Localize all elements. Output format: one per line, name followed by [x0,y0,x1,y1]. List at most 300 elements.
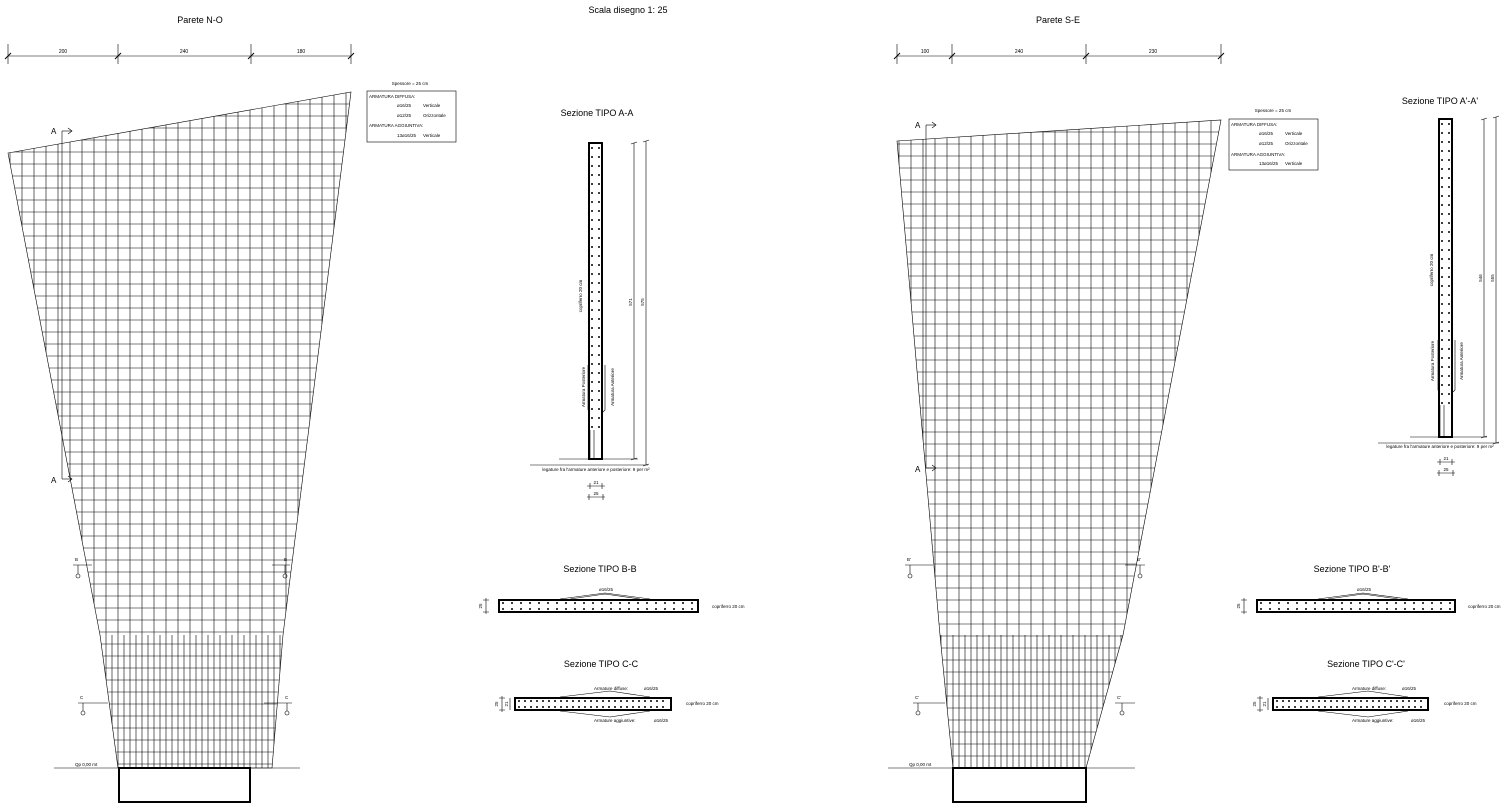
right-section-c-cover: copriferro 20 cm [1444,701,1477,706]
right-section-c-bar-dot [1354,706,1356,708]
left-section-c-bar-dot [596,700,598,702]
left-section-b-bar-dot [691,608,693,610]
left-legend-row2-dir: Orizzontale [423,113,446,118]
left-section-b-mark-right: B [284,557,288,562]
left-section-c-bar-dot [608,700,610,702]
right-section-a-bar-dot [1441,294,1443,296]
left-section-b-bar-dot [556,602,558,604]
left-section-b-bar-dot [556,608,558,610]
left-section-a-bar-dot [591,192,593,194]
left-section-a-bar-dot [598,291,600,293]
right-section-a-bar-dot [1448,312,1450,314]
right-section-a-bar-dot [1441,366,1443,368]
right-section-a-bar-dot [1448,303,1450,305]
right-section-c-title: Sezione TIPO C'-C' [1327,659,1405,669]
right-section-b-bar-dot [1260,608,1262,610]
right-section-b-bar-dot [1350,608,1352,610]
left-section-c-bar-dot [548,706,550,708]
left-section-a-bar-dot [591,219,593,221]
right-section-b-bar-dot [1278,608,1280,610]
right-section-c-bar-dot [1276,700,1278,702]
left-section-b-title: Sezione TIPO B-B [563,564,637,574]
right-section-c-bar-dot [1378,706,1380,708]
right-section-c-bar-dot [1414,700,1416,702]
left-section-c-bar-dot [614,706,616,708]
right-section-c-agg-label: Armature aggiuntive: [1352,718,1394,723]
left-foundation [119,768,250,802]
right-section-a-bar-dot [1448,321,1450,323]
left-section-b-bar-dot [664,608,666,610]
left-rebar-grid [0,92,370,800]
right-section-b-bar-dot [1404,602,1406,604]
right-section-a-bar-dot [1441,348,1443,350]
right-section-a-bar-dot [1441,249,1443,251]
left-section-c-bar-dot [566,706,568,708]
left-section-a-bar-dot [598,336,600,338]
right-section-c-bar-dot [1312,706,1314,708]
left-section-b-bar-dot [538,602,540,604]
right-section-b-bar-dot [1341,608,1343,610]
left-section-b-bar-dot [529,602,531,604]
left-section-c-diffuse-label: Armature diffuse: [594,686,629,691]
left-section-b-bar-dot [646,608,648,610]
left-section-b-bar-dot [538,608,540,610]
right-section-b-bar-dot [1440,602,1442,604]
left-section-c-mark-left: C [80,695,84,700]
right-section-a-bar-dot [1448,123,1450,125]
left-section-a-title: Sezione TIPO A-A [560,108,634,118]
left-section-c-bar-dot [548,700,550,702]
right-section-c-bar-dot [1378,700,1380,702]
right-section-c-bar-dot [1276,706,1278,708]
left-section-b-bar-dot [565,608,567,610]
left-section-b-bar-dot [583,602,585,604]
left-section-a-bar-dot [598,183,600,185]
left-section-a-bar-dot [591,336,593,338]
left-section-b-bar-dot [646,602,648,604]
right-section-a-bar-dot [1448,195,1450,197]
right-section-a-bar-dot [1448,384,1450,386]
right-section-a-bar-dot [1441,276,1443,278]
right-section-c-bar-dot [1330,706,1332,708]
left-section-c-bar-dot [572,700,574,702]
left-section-a-bar-dot [598,426,600,428]
left-wall-elevation [0,92,370,802]
right-section-a-bar-dot [1448,330,1450,332]
right-legend-row3-dir: Verticale [1285,161,1303,166]
right-section-a-bottom-mark: A [915,465,921,474]
left-section-c-bar-dot [626,706,628,708]
left-section-c-bar-dot [650,700,652,702]
left-legend-thickness: Spessore = 25 cm [391,81,429,86]
right-section-a-ties-note: legature fra l'armature anteriore e posteriore: 9 per m² [1386,444,1494,449]
right-section-c-bar-dot [1324,700,1326,702]
left-section-b-bar-dot [637,602,639,604]
right-section-a-w1: 21 [1443,456,1449,461]
left-section-c-bar-dot [584,706,586,708]
left-section-b-bar-dot [574,608,576,610]
right-section-a-bar-dot [1448,285,1450,287]
right-section-a-bar-dot [1448,159,1450,161]
right-rebar-grid [879,120,1240,800]
right-section-b-bar-dot [1332,602,1334,604]
left-section-a-bar-dot [598,273,600,275]
right-section-a-bar-dot [1441,258,1443,260]
left-section-c-diffuse-bar: ø16/25 [644,686,659,691]
right-section-c-bar-dot [1300,706,1302,708]
right-section-b [1236,564,1501,614]
left-section-a [530,108,650,500]
right-section-a-bar-dot [1441,168,1443,170]
left-section-c-agg-label: Armature aggiuntive: [594,718,636,723]
left-section-a-height-outer: 575 [640,298,645,306]
right-grid-lines [879,120,1240,800]
right-section-b-bar-dot [1314,608,1316,610]
left-dim-2: 240 [179,49,189,55]
left-section-a-bar-dot [591,273,593,275]
left-section-c-bar-dot [590,700,592,702]
left-section-b-bar-dot [628,608,630,610]
right-section-c-mark-right: C' [1117,695,1122,700]
left-section-a-bars [591,147,600,428]
left-section-a-bar-dot [598,327,600,329]
right-section-b-bar-dot [1422,602,1424,604]
right-section-a-bar-dot [1441,204,1443,206]
right-section-b-bar-dot [1296,602,1298,604]
left-ground-level: Qp 0,00 mt [75,762,98,767]
right-section-a-bar-dot [1441,357,1443,359]
left-section-a-bar-dot [591,282,593,284]
right-section-c-mark-left: C' [915,695,920,700]
right-section-a [1378,96,1499,476]
right-section-c-bar-dot [1348,700,1350,702]
left-section-a-w2: 25 [593,491,599,496]
left-legend-aggiuntiva-title: ARMATURA AGGIUNTIVA: [369,123,424,128]
right-section-a-bar-dot [1448,393,1450,395]
right-legend-thickness: Spessore = 25 cm [1254,108,1292,113]
left-section-b-bar-dot [529,608,531,610]
left-dimension-line [5,44,354,64]
left-section-c-t1: 25 [494,701,499,707]
right-section-a-bar-dot [1448,339,1450,341]
left-section-b-bar: ø16/25 [598,587,614,592]
left-section-a-bar-dot [598,156,600,158]
left-section-b-bar-dot [673,608,675,610]
left-section-a-bar-dot [591,183,593,185]
right-section-b-bar-dot [1287,602,1289,604]
left-section-b-bar-dot [628,602,630,604]
right-section-c-bar-dot [1354,700,1356,702]
left-section-a-bar-dot [598,264,600,266]
left-section-a-bar-dot [591,237,593,239]
left-section-c-bar-dot [584,700,586,702]
right-section-c-bar-dot [1306,706,1308,708]
right-section-b-bar-dot [1341,602,1343,604]
left-section-a-bar-dot [591,201,593,203]
left-section-a-bar-dot [591,255,593,257]
right-section-b-bar-dot [1278,602,1280,604]
left-section-b-bar-dot [574,602,576,604]
left-section-a-bar-dot [598,237,600,239]
left-section-c-bar-dot [554,706,556,708]
left-section-a-bar-dot [598,345,600,347]
right-section-c-bar-dot [1330,700,1332,702]
right-legend-row2-bar: ø12/25 [1259,141,1274,146]
left-section-c-agg-bar: ø16/25 [654,718,669,723]
left-section-a-bar-dot [598,228,600,230]
right-foundation [953,768,1086,802]
left-section-a-bar-dot [591,408,593,410]
right-section-c-bar-dot [1384,700,1386,702]
right-section-c-bars [1276,700,1422,708]
right-section-a-bar-dot [1448,267,1450,269]
right-section-c-bar-dot [1294,706,1296,708]
right-section-b-bar-dot [1449,602,1451,604]
left-section-a-bar-dot [591,417,593,419]
right-wall-title: Parete S-E [1035,15,1081,25]
right-section-c-bar-dot [1414,706,1416,708]
right-section-c-bar-dot [1366,706,1368,708]
right-section-b-bar-dot [1431,608,1433,610]
left-section-b-bar-dot [511,602,513,604]
right-section-c-bar-dot [1396,700,1398,702]
right-section-b-bar-dot [1431,602,1433,604]
right-reinforcement-legend [1229,108,1318,170]
right-ground-level: Qp 0,00 mt [909,762,932,767]
right-section-b-bar-dot [1368,608,1370,610]
right-section-c-bar-dot [1360,706,1362,708]
right-legend-diffusa-title: ARMATURA DIFFUSA: [1231,122,1278,127]
right-section-c-bar-dot [1318,706,1320,708]
left-section-a-bar-dot [598,300,600,302]
left-section-c-bar-dot [614,700,616,702]
left-section-b-bar-dot [520,602,522,604]
left-section-a-bar-dot [598,309,600,311]
right-section-a-height-outer: 555 [1490,274,1495,282]
left-section-a-bar-dot [591,246,593,248]
right-section-c-bar-dot [1288,706,1290,708]
left-section-c-bar-dot [596,706,598,708]
left-section-b-bar-dot [691,602,693,604]
right-section-b-title: Sezione TIPO B'-B' [1313,564,1391,574]
right-section-b-mark-left: B' [907,557,911,562]
right-section-c-diffuse-label: Armature diffuse: [1352,686,1387,691]
left-section-c-title: Sezione TIPO C-C [563,659,639,669]
right-section-a-bar-dot [1448,213,1450,215]
right-section-a-bar-dot [1441,186,1443,188]
right-section-b-bar-dot [1305,602,1307,604]
right-section-b-bar-dot [1395,608,1397,610]
right-section-c-bar-dot [1408,706,1410,708]
left-section-b-bar-dot [655,608,657,610]
left-section-c-bar-dot [542,706,544,708]
right-section-c-bar-dot [1282,700,1284,702]
left-section-b-bar-dot [673,602,675,604]
left-section-a-bar-dot [591,165,593,167]
right-section-a-height-inner: 546 [1478,274,1483,282]
right-section-a-title: Sezione TIPO A'-A' [1401,96,1479,106]
left-section-a-bar-dot [591,156,593,158]
left-section-c-bar-dot [644,706,646,708]
left-section-a-bar-dot [591,300,593,302]
left-section-a-bar-dot [598,255,600,257]
right-section-a-bar-dot [1448,366,1450,368]
left-section-a-height-inner: 571 [628,298,633,306]
right-section-b-bar-dot [1350,602,1352,604]
right-section-a-bars [1441,123,1450,404]
left-section-a-arm-ant: Armatura Anteriore [610,368,615,406]
left-section-b-bar-dot [637,608,639,610]
left-dim-1: 200 [58,49,68,55]
right-section-c-t2: 21 [1262,701,1267,707]
left-section-c-bar-dot [590,706,592,708]
right-section-a-bar-dot [1448,177,1450,179]
left-section-a-bar-dot [598,174,600,176]
left-section-c-bar-dot [632,700,634,702]
left-section-a-bar-dot [598,201,600,203]
right-section-b-bar-dot [1368,602,1370,604]
right-section-c-bar-dot [1372,706,1374,708]
right-section-b-bar-dot [1449,608,1451,610]
left-section-a-bottom-mark: A [51,476,57,485]
right-section-c-bar-dot [1318,700,1320,702]
right-section-c-bar-dot [1348,706,1350,708]
left-section-b-bar-dot [547,602,549,604]
left-legend-row2-bar: ø12/25 [397,113,412,118]
left-section-a-bar-dot [598,219,600,221]
right-section-a-bar-dot [1441,267,1443,269]
right-section-c-bar-dot [1336,706,1338,708]
left-section-c-bar-dot [638,700,640,702]
left-section-c-bar-dot [560,700,562,702]
right-section-a-bar-dot [1441,393,1443,395]
right-section-a-bar-dot [1448,294,1450,296]
right-section-a-bar-dot [1441,285,1443,287]
left-section-a-cover: copriferro 20 cm [578,279,583,313]
right-section-a-bar-dot [1448,132,1450,134]
right-section-a-bar-dot [1441,159,1443,161]
right-section-c-bar-dot [1384,706,1386,708]
left-section-b-bar-dot [502,602,504,604]
right-section-b-bar-dot [1359,608,1361,610]
right-section-a-bar-dot [1441,321,1443,323]
left-legend-row1-dir: Verticale [423,103,441,108]
right-dim-1: 100 [920,49,930,55]
right-legend-aggiuntiva-title: ARMATURA AGGIUNTIVA: [1231,152,1286,157]
right-section-a-bar-dot [1441,213,1443,215]
right-section-a-bar-dot [1448,231,1450,233]
right-section-a-arm-post: Armatura Posteriore [1430,340,1435,382]
left-section-a-bar-dot [598,318,600,320]
right-section-b-bar-dot [1386,608,1388,610]
left-section-c-bar-dot [524,706,526,708]
left-section-b-thickness: 25 [478,603,483,609]
left-section-a-bar-dot [598,381,600,383]
right-section-a-bar-dot [1441,141,1443,143]
right-section-b-bar-dot [1260,602,1262,604]
left-section-a-bar-dot [591,147,593,149]
right-section-a-bar-dot [1448,276,1450,278]
left-section-a-bar-dot [591,309,593,311]
left-section-a-bar-dot [598,408,600,410]
right-section-a-bar-dot [1448,375,1450,377]
left-section-a-bar-dot [598,363,600,365]
right-section-a-bar-dot [1441,375,1443,377]
right-section-c-t1: 25 [1252,701,1257,707]
left-section-a-bar-dot [591,210,593,212]
right-section-b-bar-dot [1377,608,1379,610]
left-section-a-bar-dot [591,228,593,230]
right-section-c-bar-dot [1324,706,1326,708]
left-section-c-bar-dot [638,706,640,708]
right-section-b-bar-dot [1386,602,1388,604]
left-section-b-cover: copriferro 20 cm [712,604,745,609]
left-section-b-bar-dot [583,608,585,610]
right-section-b-mark-right: B' [1137,557,1141,562]
left-section-c-bar-dot [530,706,532,708]
left-section-a-bar-dot [591,318,593,320]
left-section-a-arm-post: Armatura Posteriore [581,366,586,408]
right-section-c-bar-dot [1312,700,1314,702]
left-section-a-bar-dot [591,354,593,356]
right-legend-row2-dir: Orizzontale [1285,141,1308,146]
left-section-c-bar-dot [530,700,532,702]
left-section-a-bar-dot [598,399,600,401]
left-section-b-bar-dot [601,608,603,610]
left-section-a-bar-dot [598,390,600,392]
left-section-b-bar-dot [682,602,684,604]
right-section-a-bar-dot [1441,123,1443,125]
left-section-c-bar-dot [572,706,574,708]
left-section-a-bar-dot [598,210,600,212]
left-section-b-bar-dot [511,608,513,610]
right-section-b-bar: ø16/25 [1356,587,1372,592]
left-section-a-bar-dot [591,291,593,293]
left-section-c-bar-dot [524,700,526,702]
left-section-c-bar-dot [662,706,664,708]
left-section-b-bar-dot [610,608,612,610]
left-section-c-bar-dot [662,700,664,702]
left-section-a-bar-dot [598,192,600,194]
left-section-b-bars [502,602,693,610]
left-section-c-bar-dot [620,700,622,702]
left-section-a-bar-dot [591,426,593,428]
right-section-a-bar-dot [1448,186,1450,188]
left-section-a-bar-dot [591,381,593,383]
left-section-c-bar-dot [602,706,604,708]
right-dim-3: 230 [1148,49,1158,55]
left-section-b-bar-dot [619,602,621,604]
right-section-b-bar-dot [1314,602,1316,604]
left-section-c-bar-dot [542,700,544,702]
left-section-a-bar-dot [591,327,593,329]
right-dim-2: 240 [1014,49,1024,55]
left-section-a-bar-dot [598,354,600,356]
right-section-a-bar-dot [1448,348,1450,350]
right-section-c-bar-dot [1294,700,1296,702]
left-section-c-cover: copriferro 20 cm [686,701,719,706]
left-section-b-bar-dot [601,602,603,604]
right-section-c-bar-dot [1282,706,1284,708]
right-section-c-bar-dot [1336,700,1338,702]
right-section-c-bar-dot [1420,700,1422,702]
right-section-c-bar-dot [1372,700,1374,702]
left-section-a-bar-dot [598,246,600,248]
left-section-c-bar-dot [518,700,520,702]
right-section-c-bar-dot [1306,700,1308,702]
left-section-a-bar-dot [591,174,593,176]
right-section-b-bar-dot [1269,608,1271,610]
